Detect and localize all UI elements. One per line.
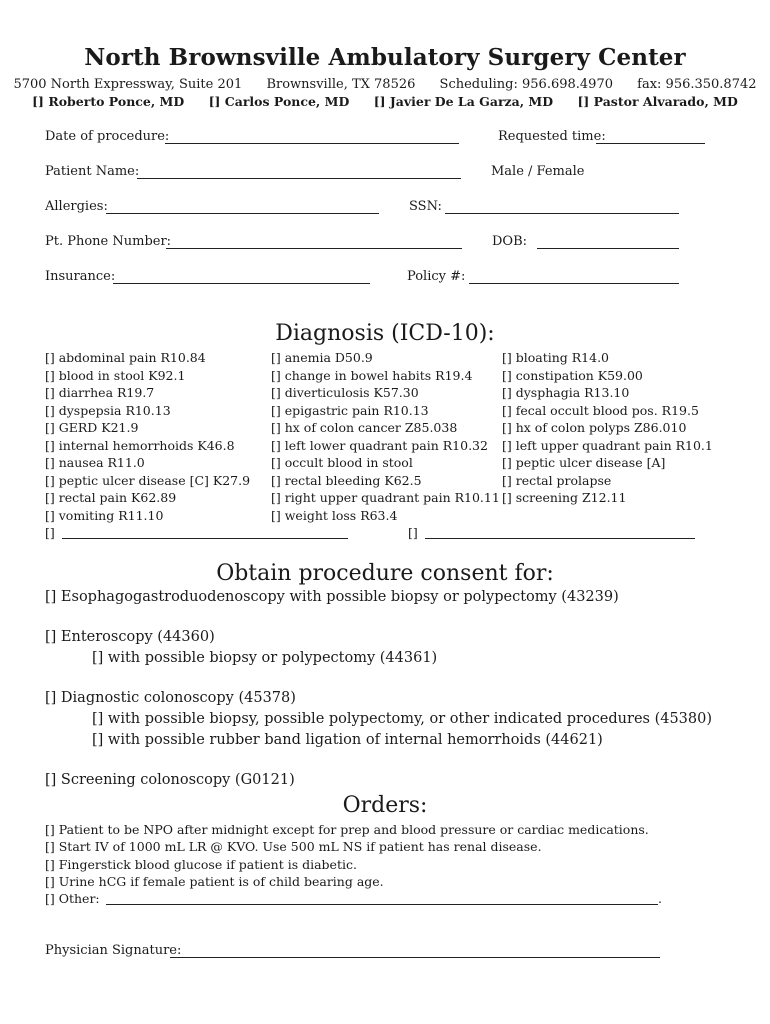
diagnosis-option[interactable]: [] hx of colon cancer Z85.038 [271,420,458,435]
diagnosis-option[interactable]: [] rectal bleeding K62.5 [271,472,422,488]
consent-diagnostic-colonoscopy[interactable]: [] Diagnostic colonoscopy (45378) [45,690,296,706]
diagnosis-option[interactable]: [] vomiting R11.10 [45,507,164,523]
insurance-label: Insurance: [45,269,116,284]
diagnosis-option[interactable]: [] left upper quadrant pain R10.1 [502,437,713,453]
diagnosis-option[interactable]: [] rectal prolapse [502,472,612,488]
consent-colonoscopy-band-ligation[interactable]: [] with possible rubber band ligation of internal hemorrhoids (44621) [92,732,603,748]
physician-option-de-la-garza[interactable]: [] Javier De La Garza, MD [373,94,554,109]
diagnosis-option[interactable]: [] diarrhea R19.7 [45,385,155,400]
diagnosis-column-2 [271,349,500,524]
fax-number: fax: 956.350.8742 [637,77,757,92]
consent-heading: Obtain procedure consent for: [216,561,554,586]
scheduling-phone: Scheduling: 956.698.4970 [439,77,613,92]
diagnosis-option[interactable]: [] dyspepsia R10.13 [45,402,171,418]
diagnosis-option[interactable]: [] right upper quadrant pain R10.11 [271,490,500,505]
physician-signature-field[interactable] [170,957,660,958]
order-other-label[interactable]: [] Other: [45,891,100,906]
allergies-label: Allergies: [45,199,108,214]
patient-name-label: Patient Name: [45,164,140,179]
insurance-field[interactable] [113,283,370,284]
diagnosis-option[interactable]: [] hx of colon polyps Z86.010 [502,420,687,435]
diagnosis-option[interactable]: [] rectal pain K62.89 [45,490,177,505]
policy-field[interactable] [469,283,679,284]
ssn-field[interactable] [445,213,679,214]
phone-field[interactable] [166,248,462,249]
order-other-field[interactable] [106,904,658,905]
physician-options [0,94,770,109]
diagnosis-option[interactable]: [] fecal occult blood pos. R19.5 [502,402,699,418]
diagnosis-option[interactable]: [] peptic ulcer disease [C] K27.9 [45,472,251,488]
diagnosis-option[interactable]: [] dysphagia R13.10 [502,385,630,400]
sex-option[interactable]: Male / Female [491,164,585,179]
consent-enteroscopy-biopsy[interactable]: [] with possible biopsy or polypectomy (44361) [92,650,438,666]
diagnosis-option[interactable]: [] anemia D50.9 [271,350,373,365]
diagnosis-option[interactable]: [] epigastric pain R10.13 [271,402,429,418]
order-item-iv[interactable]: [] Start IV of 1000 mL LR @ KVO. Use 500 mL NS if patient has renal disease. [45,839,542,855]
dob-field[interactable] [537,248,679,249]
diagnosis-option[interactable]: [] internal hemorrhoids K46.8 [45,437,235,453]
ssn-label: SSN: [409,199,442,214]
diagnosis-option[interactable]: [] bloating R14.0 [502,350,609,365]
address-line [0,77,770,92]
diagnosis-option[interactable]: [] constipation K59.00 [502,367,643,383]
diagnosis-option[interactable]: [] blood in stool K92.1 [45,367,186,383]
physician-option-alvarado[interactable]: [] Pastor Alvarado, MD [577,94,738,109]
consent-egd[interactable]: [] Esophagogastroduodenoscopy with possible biopsy or polypectomy (43239) [45,589,619,605]
orders-heading: Orders: [342,793,428,818]
diagnosis-other-field-2[interactable] [425,538,695,539]
diagnosis-option[interactable]: [] diverticulosis K57.30 [271,385,419,400]
diagnosis-option[interactable]: [] GERD K21.9 [45,420,139,435]
diagnosis-option[interactable]: [] weight loss R63.4 [271,507,398,523]
diagnosis-other-checkbox-1[interactable]: [] [45,525,55,540]
order-item-glucose[interactable]: [] Fingerstick blood glucose if patient is diabetic. [45,856,357,872]
date-of-procedure-label: Date of procedure: [45,129,170,144]
order-item-hcg[interactable]: [] Urine hCG if female patient is of child bearing age. [45,873,384,889]
consent-enteroscopy[interactable]: [] Enteroscopy (44360) [45,629,215,645]
diagnosis-option[interactable]: [] peptic ulcer disease [A] [502,455,666,470]
city-state-zip: Brownsville, TX 78526 [266,77,416,92]
diagnosis-option[interactable]: [] abdominal pain R10.84 [45,350,206,365]
dob-label: DOB: [492,234,528,249]
physician-option-ponce-roberto[interactable]: [] Roberto Ponce, MD [32,94,185,109]
consent-screening-colonoscopy[interactable]: [] Screening colonoscopy (G0121) [45,772,295,788]
diagnosis-column-3 [502,349,713,507]
physician-signature-label: Physician Signature: [45,943,182,958]
physician-option-ponce-carlos[interactable]: [] Carlos Ponce, MD [208,94,350,109]
date-of-procedure-field[interactable] [165,143,459,144]
diagnosis-heading: Diagnosis (ICD-10): [275,321,495,346]
diagnosis-option[interactable]: [] occult blood in stool [271,455,413,470]
diagnosis-column-1 [45,349,250,524]
diagnosis-option[interactable]: [] left lower quadrant pain R10.32 [271,437,488,453]
phone-label: Pt. Phone Number: [45,234,172,249]
diagnosis-other-checkbox-2[interactable]: [] [408,525,418,540]
orders-list [45,821,649,890]
allergies-field[interactable] [106,213,379,214]
diagnosis-option[interactable]: [] screening Z12.11 [502,490,627,505]
document-title: North Brownsville Ambulatory Surgery Center [84,44,686,71]
consent-colonoscopy-biopsy[interactable]: [] with possible biopsy, possible polypectomy, or other indicated procedures (45380) [92,711,713,727]
diagnosis-option[interactable]: [] change in bowel habits R19.4 [271,367,473,383]
policy-label: Policy #: [407,269,466,284]
street-address: 5700 North Expressway, Suite 201 [13,77,243,92]
requested-time-label: Requested time: [498,129,606,144]
diagnosis-other-field-1[interactable] [62,538,348,539]
diagnosis-option[interactable]: [] nausea R11.0 [45,455,145,470]
patient-name-field[interactable] [137,178,461,179]
order-item-npo[interactable]: [] Patient to be NPO after midnight except for prep and blood pressure or cardiac medications. [45,822,649,837]
requested-time-field[interactable] [596,143,705,144]
order-other-period: . [658,891,662,906]
